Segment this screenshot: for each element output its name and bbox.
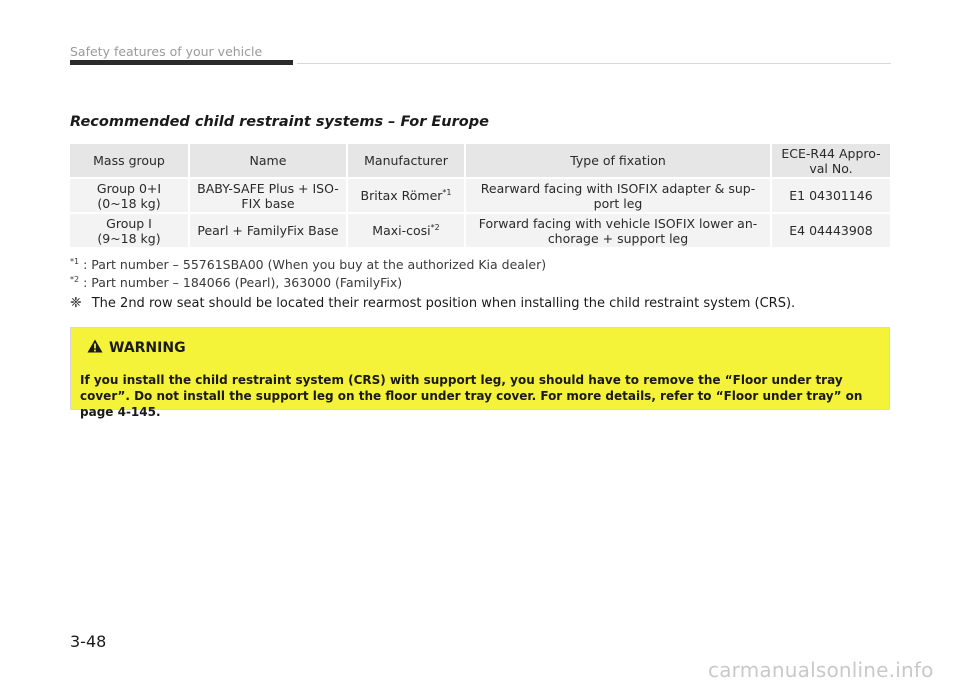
footnote-text: : Part number – 55761SBA00 (When you buy at the authorized Kia dealer) — [83, 257, 547, 272]
col-header-name: Name — [188, 144, 346, 179]
warning-label: WARNING — [109, 340, 186, 356]
mass-group-range: (0~18 kg) — [97, 195, 161, 211]
warning-triangle-icon — [87, 339, 103, 357]
header-rule-thick — [70, 60, 293, 65]
watermark: carmanualsonline.info — [708, 658, 934, 682]
footnote-text: : Part number – 184066 (Pearl), 363000 (FamilyFix) — [83, 275, 403, 290]
footnote-ref: *2 — [430, 222, 440, 232]
mass-group-range: (9~18 kg) — [97, 230, 161, 246]
cell-approval: E1 04301146 — [770, 179, 890, 214]
mass-group-label: Group I — [106, 215, 152, 231]
table-row — [70, 179, 890, 214]
cell-manufacturer — [346, 214, 464, 249]
footnote-mark: *1 — [70, 256, 80, 266]
footnote-ref: *1 — [442, 187, 452, 197]
col-header-mass-group: Mass group — [70, 144, 188, 179]
cell-mass-group — [70, 179, 188, 214]
table-header-row — [70, 144, 890, 179]
note-text: The 2nd row seat should be located their rearmost position when installing the child restraint system (CRS). — [91, 295, 796, 311]
cell-manufacturer — [346, 179, 464, 214]
footnotes — [70, 256, 546, 292]
cell-name: BABY-SAFE Plus + ISO-FIX base — [188, 179, 346, 214]
footnote-1 — [70, 256, 546, 274]
warning-box — [70, 327, 890, 419]
col-header-approval: ECE-R44 Appro-val No. — [770, 144, 890, 179]
page-number: 3-48 — [70, 632, 107, 651]
footnote-mark: *2 — [70, 274, 80, 284]
table-row — [70, 214, 890, 249]
footnote-2 — [70, 274, 546, 292]
cell-fixation: Rearward facing with ISOFIX adapter & sup-port leg — [464, 179, 770, 214]
page-title: Recommended child restraint systems – For Europe — [70, 114, 489, 130]
manufacturer-name: Britax Römer — [360, 188, 443, 203]
cell-fixation: Forward facing with vehicle ISOFIX lower an-chorage + support leg — [464, 214, 770, 249]
col-header-fixation: Type of fixation — [464, 144, 770, 179]
section-header: Safety features of your vehicle — [70, 44, 263, 59]
manufacturer-name: Maxi-cosi — [372, 223, 431, 238]
warning-text: If you install the child restraint system (CRS) with support leg, you should have to remove the “Floor under tray cover”. Do not install the support leg on the floor under tray cover. For more details, refer to “Floor under tray” on page 4-145. — [80, 373, 863, 419]
cell-mass-group — [70, 214, 188, 249]
header-rule-thin — [297, 63, 891, 64]
cell-approval: E4 04443908 — [770, 214, 890, 249]
cell-name: Pearl + FamilyFix Base — [188, 214, 346, 249]
note-symbol: ❈ — [70, 295, 82, 311]
col-header-manufacturer: Manufacturer — [346, 144, 464, 179]
warning-heading — [87, 339, 186, 357]
mass-group-label: Group 0+I — [96, 180, 162, 196]
installation-note — [70, 295, 795, 311]
crs-table — [70, 144, 890, 249]
